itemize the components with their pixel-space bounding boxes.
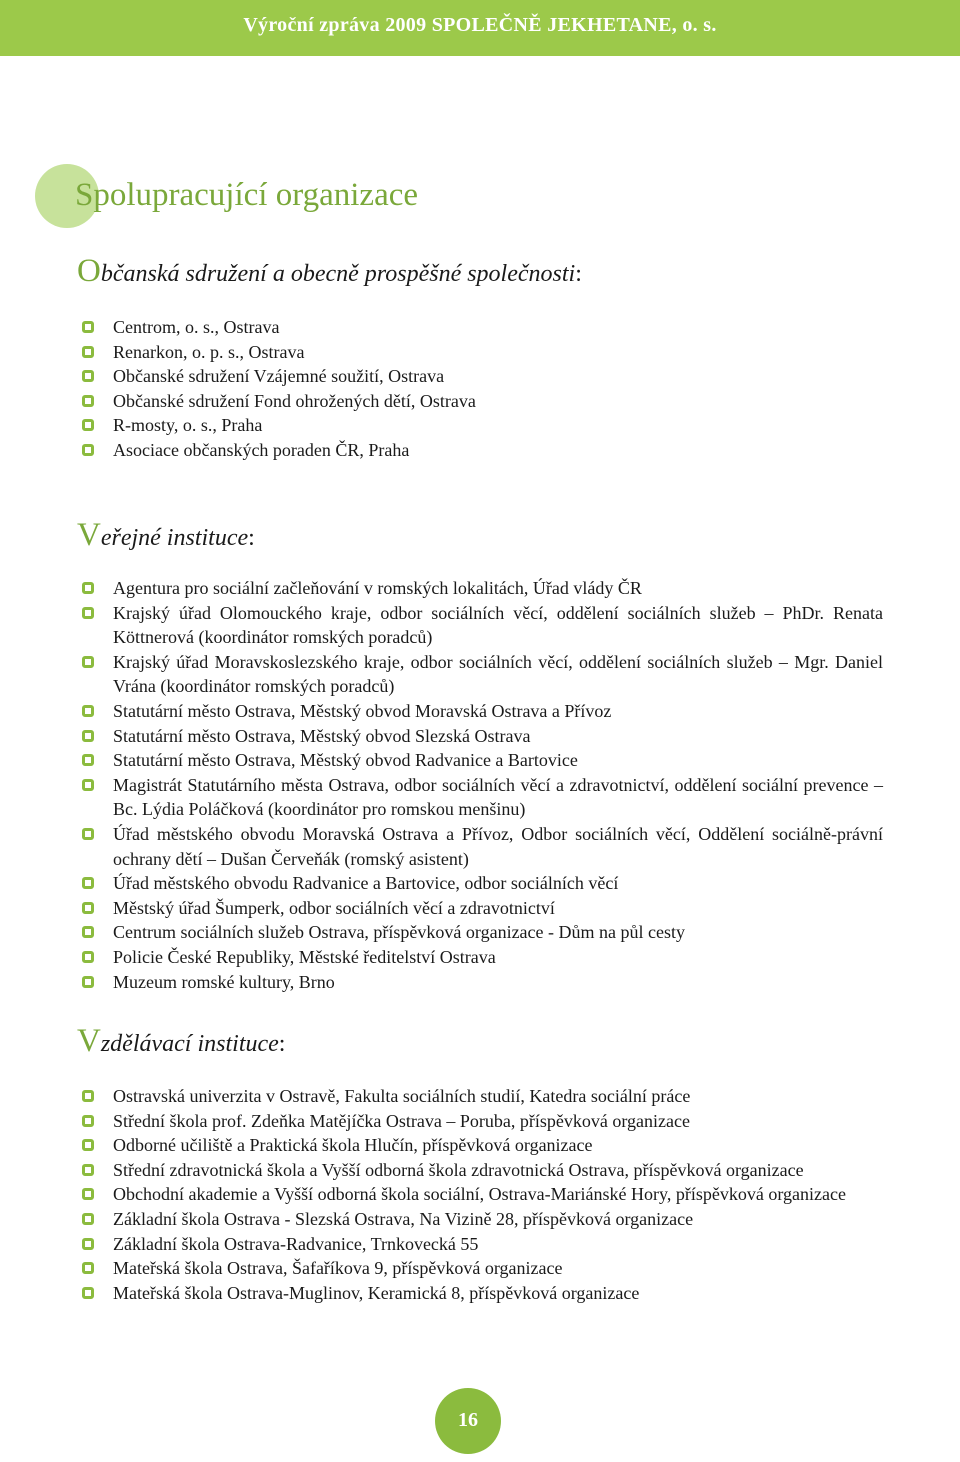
section-heading-initial: V <box>77 1023 101 1059</box>
list-item <box>0 1133 883 1158</box>
list-item-text: Občanské sdružení Fond ohrožených dětí, Ostrava <box>113 390 476 411</box>
bullet-icon <box>82 1139 94 1151</box>
page-title-rest: polupracující organizace <box>93 177 419 213</box>
list-item <box>0 945 883 970</box>
list-item-text: Mateřská škola Ostrava, Šafaříkova 9, příspěvková organizace <box>113 1258 563 1279</box>
bullet-icon <box>82 1287 94 1299</box>
list-item <box>0 389 883 414</box>
list-item-text: Policie České Republiky, Městské ředitelství Ostrava <box>113 946 496 967</box>
bullet-icon <box>82 1238 94 1250</box>
list-item-text: Centrom, o. s., Ostrava <box>113 317 280 337</box>
section-heading-public <box>77 516 255 557</box>
bullet-icon <box>82 582 94 594</box>
page-number: 16 <box>458 1409 478 1431</box>
bullet-icon <box>82 705 94 717</box>
list-item-text: Městský úřad Šumperk, odbor sociálních věcí a zdravotnictví <box>113 897 555 918</box>
section-heading-text: zdělávací instituce <box>100 1031 279 1057</box>
section-heading-text: bčanská sdružení a obecně prospěšné společnosti <box>100 261 576 287</box>
list-item-text: Renarkon, o. p. s., Ostrava <box>113 341 305 362</box>
list-item-text: Statutární město Ostrava, Městský obvod Slezská Ostrava <box>113 725 531 746</box>
list-item <box>0 748 883 773</box>
list-item-text: Základní škola Ostrava-Radvanice, Trnkovecká 55 <box>113 1233 479 1254</box>
bullet-icon <box>82 1213 94 1225</box>
list-item <box>0 1207 883 1232</box>
list-item <box>0 1281 883 1306</box>
list-item <box>0 576 883 601</box>
list-item <box>0 438 883 463</box>
list-item-text: Magistrát Statutárního města Ostrava, odbor sociálních věcí a zdravotnictví, oddělení sociální prevence – Bc. Lýdia Poláčková (koordinátor pro romskou menšinu) <box>113 774 883 820</box>
list-item-text: Muzeum romské kultury, Brno <box>113 971 335 992</box>
list-item <box>0 1256 883 1281</box>
bullet-icon <box>82 1090 94 1102</box>
bullet-icon <box>82 346 94 358</box>
education-institutions-list <box>0 1084 883 1305</box>
section-heading-initial: O <box>77 253 101 289</box>
list-item <box>0 601 883 650</box>
section-heading-education <box>77 1022 285 1063</box>
bullet-icon <box>82 607 94 619</box>
bullet-icon <box>82 1164 94 1176</box>
bullet-icon <box>82 828 94 840</box>
list-item-text: Statutární město Ostrava, Městský obvod Radvanice a Bartovice <box>113 750 578 771</box>
list-item <box>0 920 883 945</box>
bullet-icon <box>82 730 94 742</box>
bullet-icon <box>82 951 94 963</box>
list-item <box>0 724 883 749</box>
public-institutions-list <box>0 576 883 994</box>
bullet-icon <box>82 419 94 431</box>
list-item <box>0 1158 883 1183</box>
list-item-text: Asociace občanských poraden ČR, Praha <box>113 439 410 460</box>
list-item <box>0 773 883 822</box>
list-item <box>0 822 883 871</box>
list-item-text: Agentura pro sociální začleňování v romských lokalitách, Úřad vlády ČR <box>113 578 642 598</box>
list-item-text: Úřad městského obvodu Moravská Ostrava a Přívoz, Odbor sociálních věcí, Oddělení sociálně-právní ochrany dětí – Dušan Červeňák (romský asistent) <box>113 823 883 869</box>
bullet-icon <box>82 877 94 889</box>
ngo-list <box>0 315 883 463</box>
bullet-icon <box>82 370 94 382</box>
page-title-initial: S <box>75 177 94 213</box>
list-item-text: Centrum sociálních služeb Ostrava, příspěvková organizace - Dům na půl cesty <box>113 922 685 943</box>
bullet-icon <box>82 976 94 988</box>
bullet-icon <box>82 902 94 914</box>
list-item <box>0 650 883 699</box>
bullet-icon <box>82 1262 94 1274</box>
list-item <box>0 1182 883 1207</box>
bullet-icon <box>82 656 94 668</box>
list-item <box>0 364 883 389</box>
bullet-icon <box>82 1115 94 1127</box>
list-item <box>0 970 883 995</box>
section-heading-initial: V <box>77 517 101 553</box>
list-item-text: Základní škola Ostrava - Slezská Ostrava, Na Vizině 28, příspěvková organizace <box>113 1208 694 1229</box>
list-item-text: Statutární město Ostrava, Městský obvod Moravská Ostrava a Přívoz <box>113 700 612 721</box>
section-heading-colon: : <box>248 525 255 551</box>
list-item-text: Ostravská univerzita v Ostravě, Fakulta sociálních studií, Katedra sociální práce <box>113 1086 691 1106</box>
list-item-text: Odborné učiliště a Praktická škola Hlučín, příspěvková organizace <box>113 1135 593 1156</box>
list-item-text: Střední škola prof. Zdeňka Matějíčka Ostrava – Poruba, příspěvková organizace <box>113 1110 690 1131</box>
list-item-text: Občanské sdružení Vzájemné soužití, Ostrava <box>113 366 445 387</box>
section-heading-colon: : <box>575 261 582 287</box>
list-item <box>0 699 883 724</box>
section-heading-colon: : <box>278 1031 286 1057</box>
bullet-icon <box>82 395 94 407</box>
list-item-text: R-mosty, o. s., Praha <box>113 415 263 436</box>
list-item <box>0 1109 883 1134</box>
bullet-icon <box>82 926 94 938</box>
list-item-text: Mateřská škola Ostrava-Muglinov, Keramická 8, příspěvková organizace <box>113 1282 640 1303</box>
bullet-icon <box>82 1188 94 1200</box>
section-heading-ngo <box>77 252 582 293</box>
list-item-text: Krajský úřad Moravskoslezského kraje, odbor sociálních věcí, oddělení sociálních služeb – Mgr. Daniel Vrána (koordinátor romských poradců) <box>113 651 883 697</box>
list-item-text: Krajský úřad Olomouckého kraje, odbor sociálních věcí, oddělení sociálních služeb – PhDr. Renata Köttnerová (koordinátor romských poradců) <box>113 602 883 648</box>
bullet-icon <box>82 779 94 791</box>
list-item <box>0 413 883 438</box>
bullet-icon <box>82 321 94 333</box>
bullet-icon <box>82 444 94 456</box>
list-item <box>0 871 883 896</box>
list-item <box>0 896 883 921</box>
section-heading-text: eřejné instituce <box>100 525 249 551</box>
bullet-icon <box>82 754 94 766</box>
list-item-text: Střední zdravotnická škola a Vyšší odborná škola zdravotnická Ostrava, příspěvková organizace <box>113 1159 804 1180</box>
page-title <box>75 175 418 215</box>
report-header-title: Výroční zpráva 2009 SPOLEČNĚ JEKHETANE, o. s. <box>243 14 717 36</box>
list-item <box>0 1232 883 1257</box>
list-item-text: Úřad městského obvodu Radvanice a Bartovice, odbor sociálních věcí <box>113 873 619 894</box>
list-item <box>0 315 883 340</box>
list-item-text: Obchodní akademie a Vyšší odborná škola sociální, Ostrava-Mariánské Hory, příspěvková organizace <box>113 1184 846 1205</box>
list-item <box>0 340 883 365</box>
list-item <box>0 1084 883 1109</box>
